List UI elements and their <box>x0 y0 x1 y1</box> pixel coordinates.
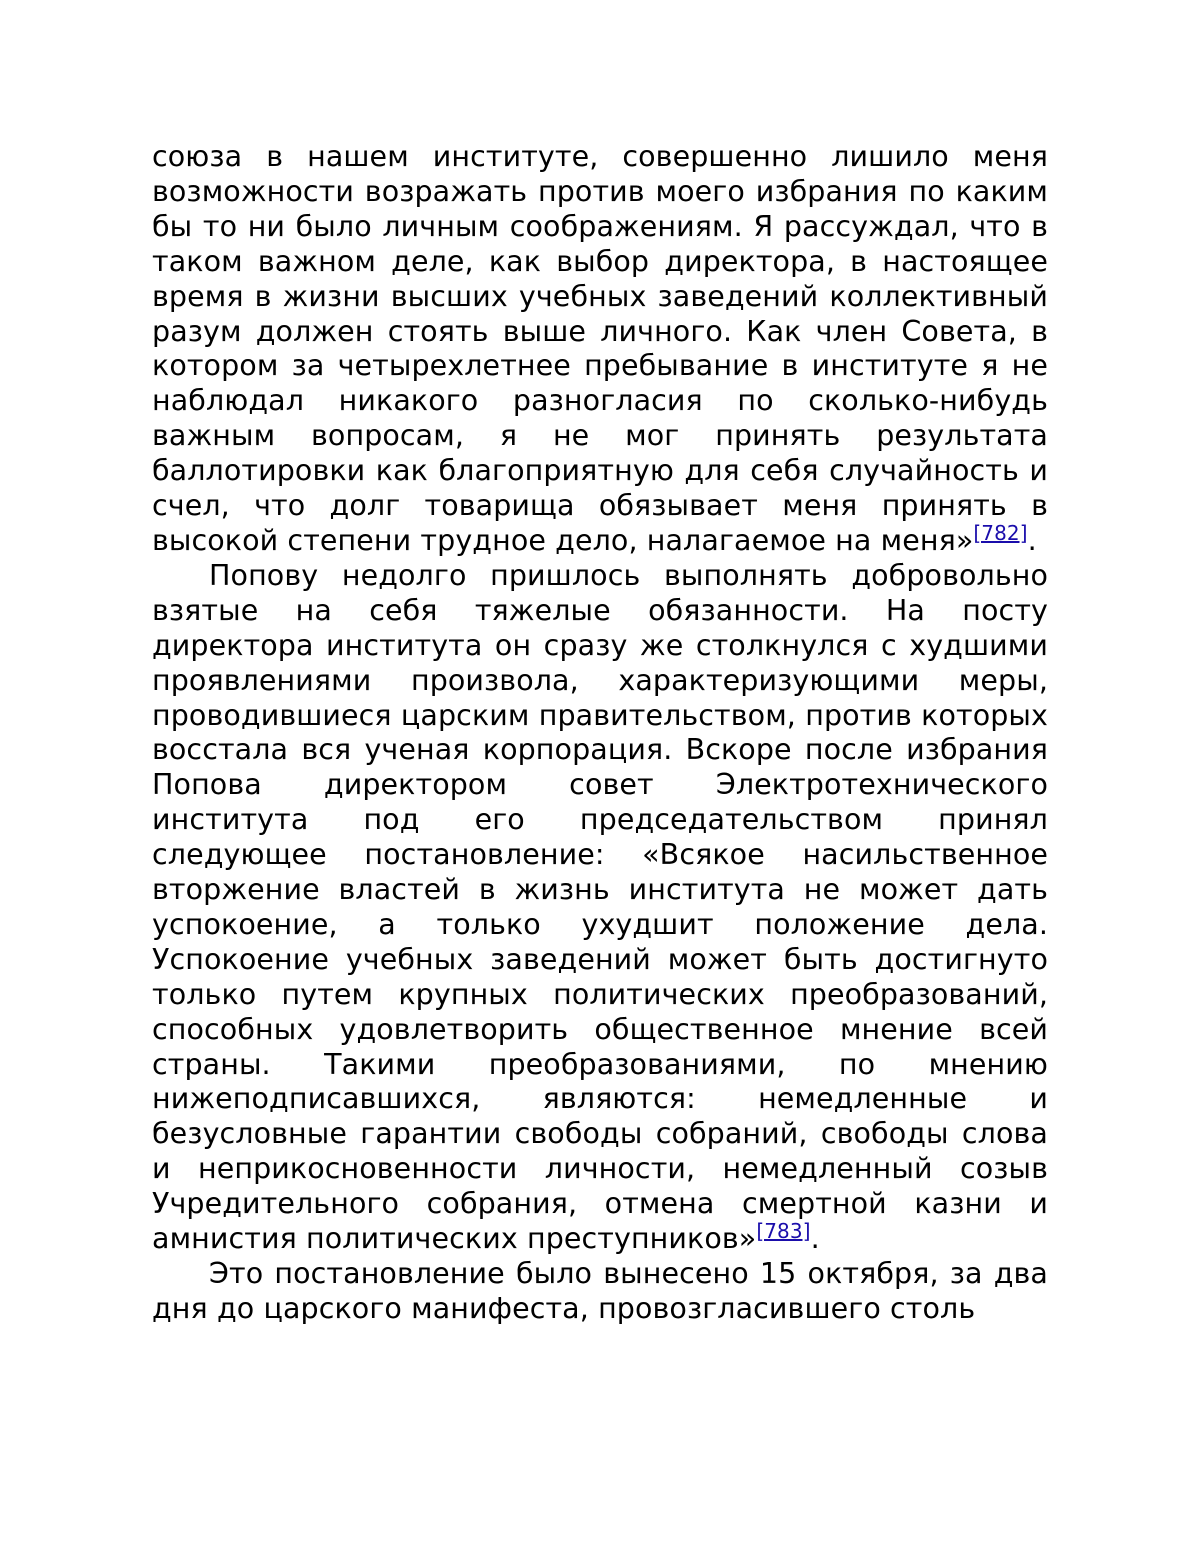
paragraph-end: . <box>810 1222 820 1256</box>
footnote-link-783[interactable]: [783] <box>756 1219 811 1244</box>
paragraph-text: союза в нашем институте, совершенно лишило меня возможности возражать против моего избрания по каким бы то ни было личным соображениям. Я рассуждал, что в таком важном деле, как выбор директора, в настоящее время в жизни высших учебных заведений коллективный разум должен стоять выше личного. Как член Совета, в котором за четырехлетнее пребывание в институте я не наблюдал никакого разногласия по сколько-нибудь важным вопросам, я не мог принять результата баллотировки как благоприятную для себя случайность и счел, что долг товарища обязывает меня принять в высокой степени трудное дело, налагаемое на меня» <box>152 140 1048 557</box>
paragraph-3 <box>152 1257 1048 1327</box>
paragraph-text: Попову недолго пришлось выполнять добровольно взятые на себя тяжелые обязанности. На посту директора института он сразу же столкнулся с худшими проявлениями произвола, характеризующими меры, проводившиеся царским правительством, против которых восстала вся ученая корпорация. Вскоре после избрания Попова директором совет Электротехнического института под его председательством принял следующее постановление: «Всякое насильственное вторжение властей в жизнь института не может дать успокоение, а только ухудшит положение дела. Успокоение учебных заведений может быть достигнуто только путем крупных политических преобразований, способных удовлетворить общественное мнение всей страны. Такими преобразованиями, по мнению нижеподписавшихся, являются: немедленные и безусловные гарантии свободы собраний, свободы слова и неприкосновенности личности, немедленный созыв Учредительного собрания, отмена смертной казни и амнистия политических преступников» <box>152 558 1048 1256</box>
paragraph-end: . <box>1027 523 1037 557</box>
paragraph-2 <box>152 559 1048 1257</box>
footnote-link-782[interactable]: [782] <box>973 520 1028 545</box>
document-page <box>152 140 1048 1327</box>
paragraph-1 <box>152 140 1048 559</box>
paragraph-text: Это постановление было вынесено 15 октября, за два дня до царского манифеста, провозгласившего столь <box>152 1257 1048 1325</box>
